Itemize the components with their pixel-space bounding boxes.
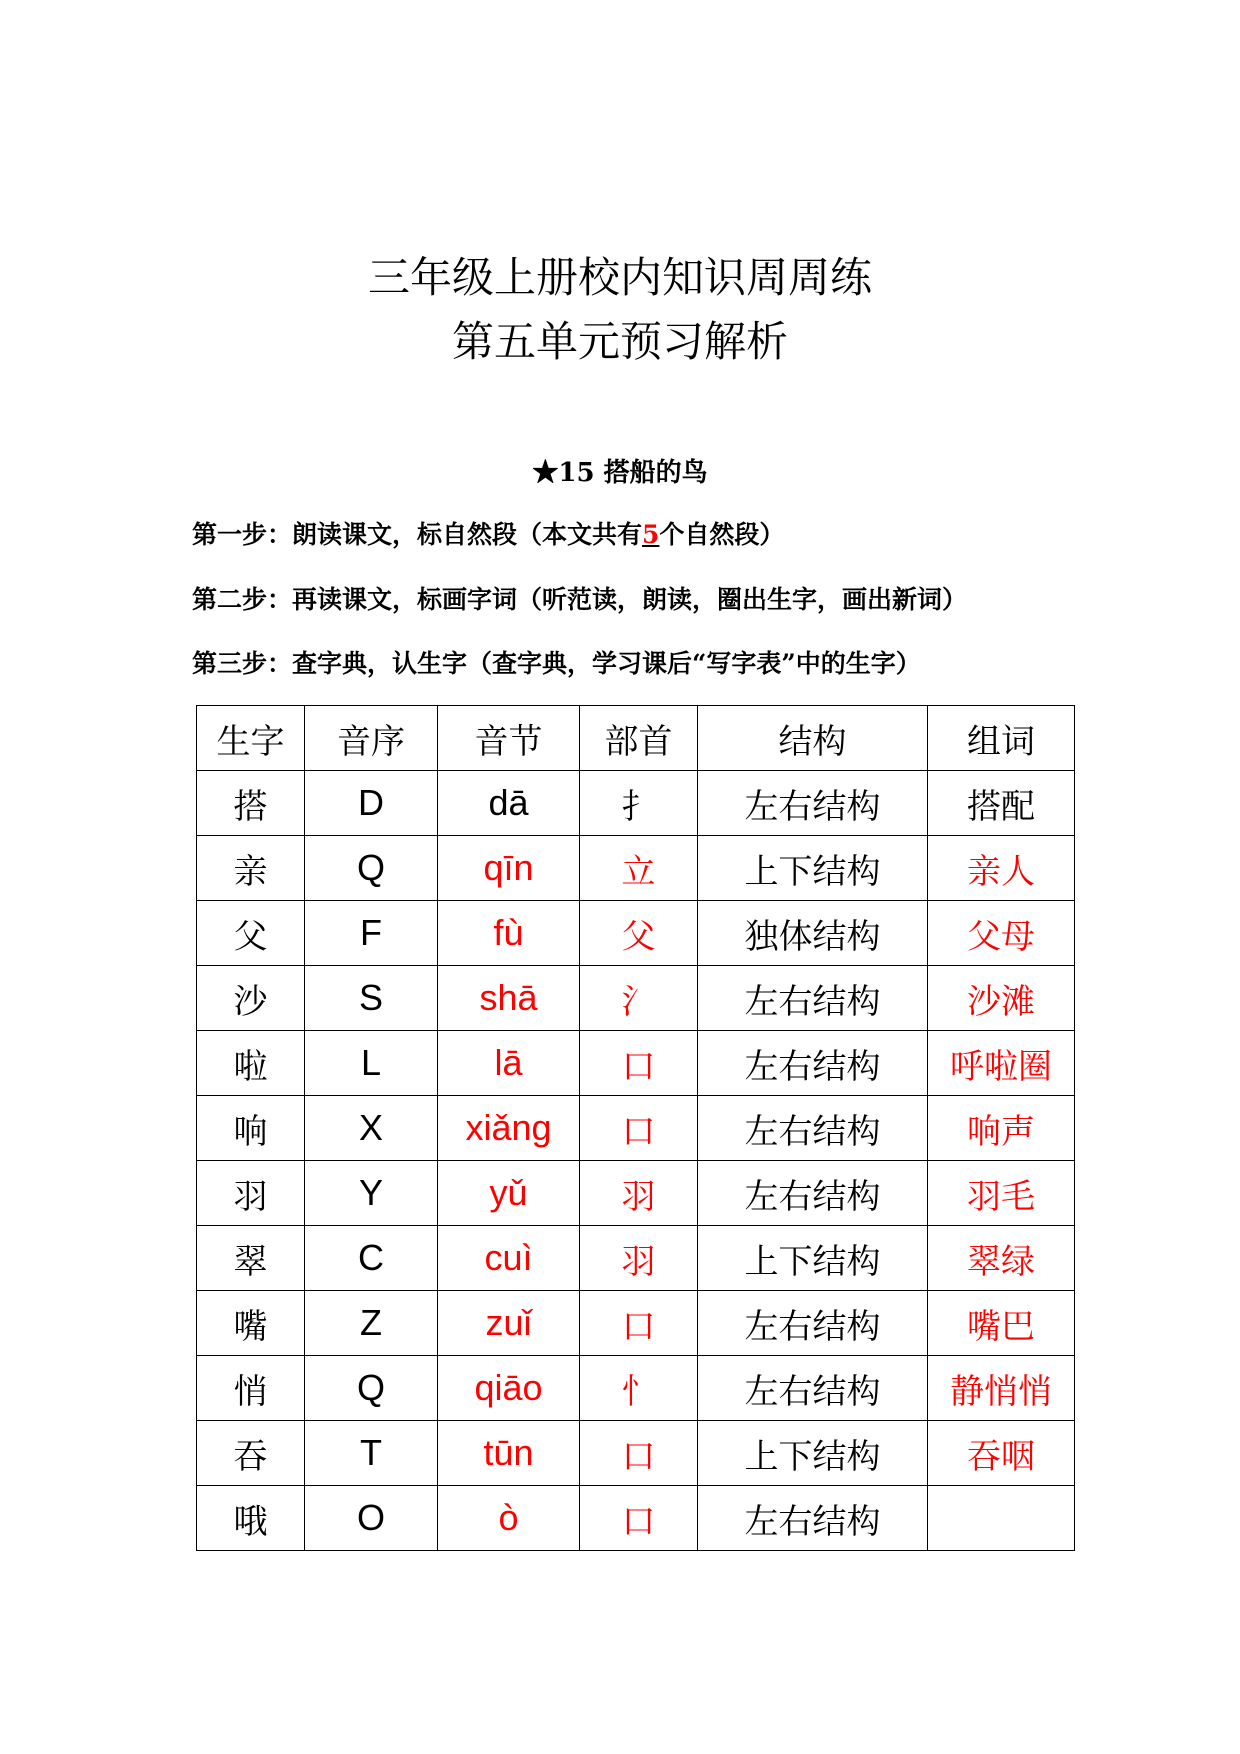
cell-structure: 左右结构	[698, 771, 928, 836]
step-1	[192, 515, 784, 551]
step-3: 第三步：查字典，认生字（查字典，学习课后“写字表”中的生字）	[192, 649, 921, 678]
cell-pinyin: yǔ	[438, 1161, 580, 1226]
cell-pinyin: fù	[438, 901, 580, 966]
cell-initial: Y	[305, 1161, 438, 1226]
cell-character: 啦	[197, 1031, 305, 1096]
cell-structure: 左右结构	[698, 1291, 928, 1356]
cell-character: 翠	[197, 1226, 305, 1291]
character-table	[196, 705, 1075, 1551]
cell-word: 静悄悄	[928, 1356, 1075, 1421]
cell-structure: 左右结构	[698, 1486, 928, 1551]
table-row	[197, 901, 1075, 966]
table-row	[197, 1161, 1075, 1226]
cell-structure: 左右结构	[698, 1356, 928, 1421]
cell-initial: O	[305, 1486, 438, 1551]
cell-radical: 口	[580, 1096, 698, 1161]
cell-radical: 口	[580, 1421, 698, 1486]
table-row	[197, 966, 1075, 1031]
cell-initial: T	[305, 1421, 438, 1486]
cell-initial: F	[305, 901, 438, 966]
cell-character: 父	[197, 901, 305, 966]
cell-structure: 左右结构	[698, 966, 928, 1031]
cell-structure: 左右结构	[698, 1031, 928, 1096]
table-row	[197, 1486, 1075, 1551]
paragraph-count-answer: 5	[642, 520, 660, 549]
table-row	[197, 1031, 1075, 1096]
cell-character: 羽	[197, 1161, 305, 1226]
table-header-row	[197, 706, 1075, 771]
header-word: 组词	[928, 706, 1075, 771]
header-pinyin: 音节	[438, 706, 580, 771]
cell-word: 翠绿	[928, 1226, 1075, 1291]
cell-word: 沙滩	[928, 966, 1075, 1031]
table-row	[197, 1356, 1075, 1421]
cell-structure: 左右结构	[698, 1161, 928, 1226]
cell-pinyin: zuǐ	[438, 1291, 580, 1356]
cell-radical: 父	[580, 901, 698, 966]
step-1-text-end: 个自然段）	[659, 520, 785, 549]
cell-character: 哦	[197, 1486, 305, 1551]
cell-radical: 立	[580, 836, 698, 901]
title-line-1: 三年级上册校内知识周周练	[367, 253, 872, 302]
cell-radical: 氵	[580, 966, 698, 1031]
table-row	[197, 771, 1075, 836]
cell-word: 亲人	[928, 836, 1075, 901]
cell-pinyin: cuì	[438, 1226, 580, 1291]
cell-radical: 忄	[580, 1356, 698, 1421]
table-row	[197, 1226, 1075, 1291]
cell-word: 羽毛	[928, 1161, 1075, 1226]
table-row	[197, 1421, 1075, 1486]
cell-pinyin: xiǎng	[438, 1096, 580, 1161]
cell-structure: 独体结构	[698, 901, 928, 966]
cell-pinyin: lā	[438, 1031, 580, 1096]
cell-structure: 上下结构	[698, 1421, 928, 1486]
header-character: 生字	[197, 706, 305, 771]
cell-pinyin: qiāo	[438, 1356, 580, 1421]
cell-initial: X	[305, 1096, 438, 1161]
cell-initial: L	[305, 1031, 438, 1096]
cell-structure: 上下结构	[698, 1226, 928, 1291]
cell-word: 响声	[928, 1096, 1075, 1161]
title-line-2: 第五单元预习解析	[451, 317, 788, 366]
table-row	[197, 836, 1075, 901]
step-1-text: 第一步：朗读课文，标自然段（本文共有	[192, 520, 643, 549]
cell-character: 亲	[197, 836, 305, 901]
cell-character: 搭	[197, 771, 305, 836]
cell-character: 吞	[197, 1421, 305, 1486]
cell-structure: 左右结构	[698, 1096, 928, 1161]
cell-pinyin: shā	[438, 966, 580, 1031]
cell-word: 吞咽	[928, 1421, 1075, 1486]
table-row	[197, 1291, 1075, 1356]
cell-initial: C	[305, 1226, 438, 1291]
cell-character: 沙	[197, 966, 305, 1031]
cell-initial: D	[305, 771, 438, 836]
cell-pinyin: dā	[438, 771, 580, 836]
cell-word: 嘴巴	[928, 1291, 1075, 1356]
cell-pinyin: ò	[438, 1486, 580, 1551]
cell-structure: 上下结构	[698, 836, 928, 901]
cell-word: 搭配	[928, 771, 1075, 836]
cell-radical: 口	[580, 1486, 698, 1551]
cell-character: 嘴	[197, 1291, 305, 1356]
cell-word: 呼啦圈	[928, 1031, 1075, 1096]
cell-radical: 口	[580, 1031, 698, 1096]
cell-initial: Z	[305, 1291, 438, 1356]
cell-character: 悄	[197, 1356, 305, 1421]
cell-word: 父母	[928, 901, 1075, 966]
step-2: 第二步：再读课文，标画字词（听范读，朗读，圈出生字，画出新词）	[192, 585, 968, 614]
cell-radical: 羽	[580, 1226, 698, 1291]
header-radical: 部首	[580, 706, 698, 771]
cell-pinyin: qīn	[438, 836, 580, 901]
header-initial: 音序	[305, 706, 438, 771]
cell-radical: 扌	[580, 771, 698, 836]
cell-initial: Q	[305, 1356, 438, 1421]
cell-radical: 口	[580, 1291, 698, 1356]
cell-word	[928, 1486, 1075, 1551]
cell-radical: 羽	[580, 1161, 698, 1226]
cell-initial: S	[305, 966, 438, 1031]
cell-pinyin: tūn	[438, 1421, 580, 1486]
lesson-heading: ★15 搭船的鸟	[532, 458, 708, 488]
table-row	[197, 1096, 1075, 1161]
cell-character: 响	[197, 1096, 305, 1161]
header-structure: 结构	[698, 706, 928, 771]
cell-initial: Q	[305, 836, 438, 901]
